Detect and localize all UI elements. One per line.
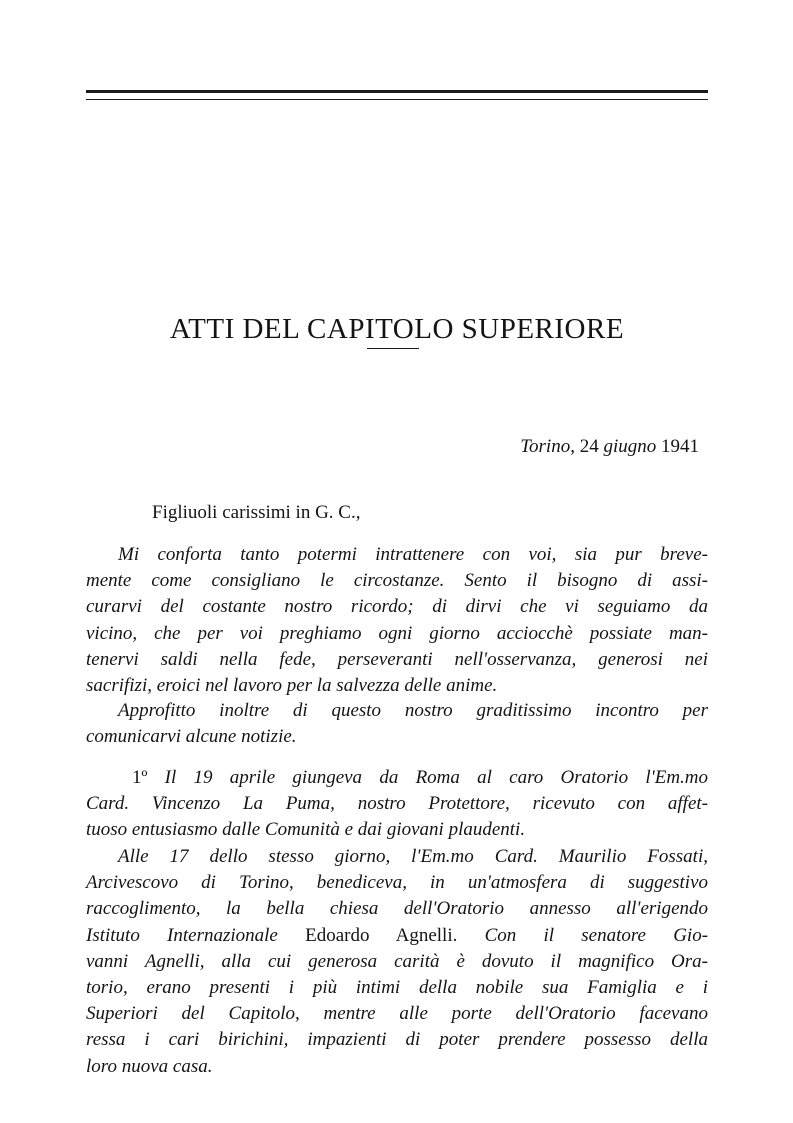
text-line: ressa i cari birichini, impazienti di poter prendere possesso della (86, 1029, 708, 1051)
text-line: Alle 17 dello stesso giorno, l'Em.mo Card. Maurilio Fossati, (118, 846, 708, 867)
institute-name: Edoardo Agnelli. (305, 924, 458, 946)
text-line: Arcivescovo di Torino, benediceva, in un'atmosfera di suggestivo (86, 872, 708, 894)
text-fragment: Il 19 aprile giungeva da Roma al caro Oratorio l'Em.mo (164, 767, 709, 788)
salutation: Figliuoli carissimi in G. C., (152, 502, 361, 523)
text-line-numbered (86, 765, 708, 791)
text-line: sacrifizi, eroici nel lavoro per la salvezza delle anime. (86, 675, 498, 697)
text-line: torio, erano presenti i più intimi della nobile sua Famiglia e i (86, 977, 708, 999)
text-line: vanni Agnelli, alla cui generosa carità è dovuto il magnifico Ora- (86, 950, 708, 972)
text-line: Approfitto inoltre di questo nostro graditissimo incontro per (118, 700, 708, 721)
header-rule-thick (86, 90, 708, 93)
text-line: Card. Vincenzo La Puma, nostro Protettore, ricevuto con affet- (86, 793, 708, 815)
title-underline (367, 348, 419, 349)
text-line: loro nuova casa. (86, 1055, 213, 1077)
text-line: Mi conforta tanto potermi intrattenere con voi, sia pur breve- (118, 544, 708, 565)
dateline-day: 24 (579, 436, 599, 457)
dateline-year: 1941 (661, 436, 699, 457)
text-line: Superiori del Capitolo, mentre alle porte dell'Oratorio facevano (86, 1003, 708, 1025)
dateline-place: Torino, (520, 436, 575, 457)
text-line: curarvi del costante nostro ricordo; di dirvi che vi seguiamo da (86, 596, 708, 618)
text-line: vicino, che per voi preghiamo ogni giorno acciocchè possiate man- (86, 622, 708, 644)
institute-label: Istituto Internazionale (86, 924, 278, 946)
text-line: tuoso entusiasmo dalle Comunità e dai giovani plaudenti. (86, 819, 526, 841)
text-line: raccoglimento, la bella chiesa dell'Oratorio annesso all'erigendo (86, 898, 708, 920)
dateline (520, 436, 699, 458)
page-title: ATTI DEL CAPITOLO SUPERIORE (169, 313, 625, 346)
paragraph-2 (86, 698, 708, 750)
paragraph-3 (86, 765, 708, 844)
text-line: mente come consigliano le circostanze. Sento il bisogno di assi- (86, 570, 708, 592)
paragraph-1 (86, 542, 708, 699)
text-fragment: Con il senatore Gio- (484, 924, 709, 946)
dateline-month: giugno (603, 436, 657, 457)
item-number: 1º (132, 767, 148, 788)
header-rule-thin (86, 99, 708, 100)
text-line: tenervi saldi nella fede, perseveranti nell'osservanza, generosi nei (86, 648, 708, 670)
paragraph-4 (86, 844, 708, 1080)
text-line-mixed (86, 923, 708, 949)
text-line: comunicarvi alcune notizie. (86, 726, 297, 748)
